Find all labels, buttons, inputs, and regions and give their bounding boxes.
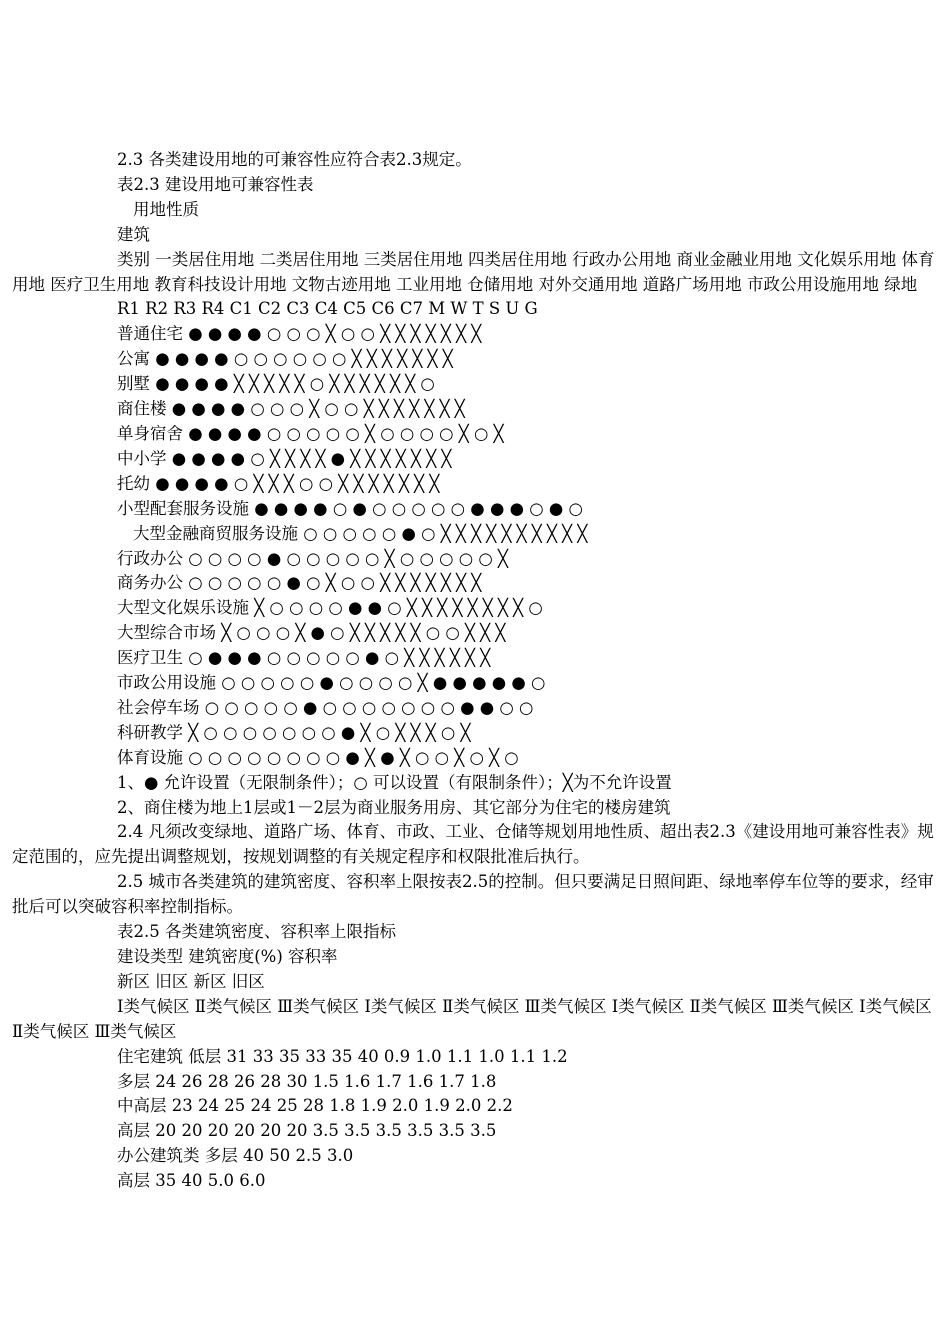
text-line: 办公建筑类 多层 40 50 2.5 3.0	[117, 1146, 354, 1166]
text-line: 大型文化娱乐设施 ╳ ○ ○ ○ ○ ● ● ○ ╳ ╳ ╳ ╳ ╳ ╳ ╳ ╳ ○	[117, 598, 543, 618]
text-line: 高层 35 40 5.0 6.0	[117, 1171, 266, 1191]
text-line: 1、● 允许设置（无限制条件）；○ 可以设置（有限制条件）；╳为不允许设置	[117, 772, 672, 792]
text-line: 表2.5 各类建筑密度、容积率上限指标	[117, 922, 396, 942]
paragraph: 2.4 凡须改变绿地、道路广场、体育、市政、工业、仓储等规划用地性质、超出表2.3《建设用地可兼容性表》规定范围的，应先提出调整规划，按规划调整的有关规定程序和权限批准后执行。	[12, 822, 934, 867]
text-line: 2.3 各类建设用地的可兼容性应符合表2.3规定。	[117, 150, 472, 169]
paragraph: 类别 一类居住用地 二类居住用地 三类居住用地 四类居住用地 行政办公用地 商业金融业用地 文化娱乐用地 体育用地 医疗卫生用地 教育科技设计用地 文物古迹用地 工业用地 仓储用地 对外交通用地 道路广场用地 市政公用设施用地 绿地	[12, 249, 935, 294]
text-line: 商住楼 ● ● ● ● ○ ○ ○ ╳ ○ ○ ╳ ╳ ╳ ╳ ╳ ╳ ╳	[117, 399, 465, 419]
text-line: 市政公用设施 ○ ○ ○ ○ ○ ● ○ ○ ○ ○ ╳ ● ● ● ● ● ○	[117, 673, 546, 693]
text-line: 托幼 ● ● ● ● ○ ╳ ╳ ╳ ○ ○ ╳ ╳ ╳ ╳ ╳ ╳ ╳	[117, 473, 440, 493]
text-line: 建筑	[117, 224, 150, 244]
text-line: 大型金融商贸服务设施 ○ ○ ○ ○ ○ ● ○ ╳ ╳ ╳ ╳ ╳ ╳ ╳ ╳ ╳ ╳	[133, 523, 588, 543]
text-line: 新区 旧区 新区 旧区	[117, 971, 265, 991]
text-line: 多层 24 26 28 26 28 30 1.5 1.6 1.7 1.6 1.7 1.8	[117, 1071, 497, 1091]
text-line: 建设类型 建筑密度(%) 容积率	[117, 947, 338, 966]
text-line: 行政办公 ○ ○ ○ ○ ● ○ ○ ○ ○ ○ ╳ ○ ○ ○ ○ ○ ╳	[117, 548, 508, 568]
text-line: 社会停车场 ○ ○ ○ ○ ○ ● ○ ○ ○ ○ ○ ○ ○ ● ● ○ ○	[117, 697, 534, 717]
text-line: 高层 20 20 20 20 20 20 3.5 3.5 3.5 3.5 3.5 3.5	[117, 1121, 497, 1141]
text-line: 2、商住楼为地上1层或1－2层为商业服务用房、其它部分为住宅的楼房建筑	[117, 797, 671, 817]
text-line: 医疗卫生 ○ ● ● ● ○ ○ ○ ○ ○ ● ○ ╳ ╳ ╳ ╳ ╳ ╳	[117, 648, 491, 668]
text-line: 体育设施 ○ ○ ○ ○ ○ ○ ○ ○ ● ╳ ● ╳ ○ ○ ╳ ○ ╳ ○	[117, 747, 519, 767]
text-line: R1 R2 R3 R4 C1 C2 C3 C4 C5 C6 C7 M W T S U G	[117, 299, 538, 319]
text-line: 别墅 ● ● ● ● ╳ ╳ ╳ ╳ ╳ ○ ╳ ╳ ╳ ╳ ╳ ╳ ○	[117, 374, 435, 394]
text-line: 公寓 ● ● ● ● ○ ○ ○ ○ ○ ○ ╳ ╳ ╳ ╳ ╳ ╳ ╳	[117, 349, 453, 369]
document-body	[12, 148, 937, 1194]
text-line: 表2.3 建设用地可兼容性表	[117, 174, 314, 194]
text-line: 大型综合市场 ╳ ○ ○ ○ ╳ ● ○ ╳ ╳ ╳ ╳ ╳ ○ ○ ╳ ╳ ╳	[117, 623, 506, 643]
text-line: 商务办公 ○ ○ ○ ○ ○ ● ○ ╳ ○ ○ ╳ ╳ ╳ ╳ ╳ ╳ ╳	[117, 573, 482, 593]
paragraph: 2.5 城市各类建筑的建筑密度、容积率上限按表2.5的控制。但只要满足日照间距、绿地率停车位等的要求，经审批后可以突破容积率控制指标。	[12, 872, 934, 917]
text-line: 科研教学 ╳ ○ ○ ○ ○ ○ ○ ○ ● ╳ ○ ╳ ╳ ╳ ○ ╳	[117, 722, 471, 742]
text-line: 中高层 23 24 25 24 25 28 1.8 1.9 2.0 1.9 2.0 2.2	[117, 1096, 513, 1116]
text-line: 用地性质	[133, 199, 199, 219]
paragraph: Ⅰ类气候区 Ⅱ类气候区 Ⅲ类气候区 Ⅰ类气候区 Ⅱ类气候区 Ⅲ类气候区 Ⅰ类气候区 Ⅱ类气候区 Ⅲ类气候区 Ⅰ类气候区 Ⅱ类气候区 Ⅲ类气候区	[12, 996, 932, 1041]
text-line: 单身宿舍 ● ● ● ● ○ ○ ○ ○ ○ ╳ ○ ○ ○ ○ ╳ ○ ╳	[117, 423, 504, 443]
text-line: 普通住宅 ● ● ● ● ○ ○ ○ ╳ ○ ○ ╳ ╳ ╳ ╳ ╳ ╳ ╳	[117, 324, 482, 344]
text-line: 小型配套服务设施 ● ● ● ● ○ ● ○ ○ ○ ○ ○ ● ● ● ○ ● ○	[117, 498, 583, 518]
text-line: 中小学 ● ● ● ● ○ ╳ ╳ ╳ ╳ ● ╳ ╳ ╳ ╳ ╳ ╳ ╳	[117, 448, 452, 468]
text-line: 住宅建筑 低层 31 33 35 33 35 40 0.9 1.0 1.1 1.0 1.1 1.2	[117, 1046, 568, 1066]
